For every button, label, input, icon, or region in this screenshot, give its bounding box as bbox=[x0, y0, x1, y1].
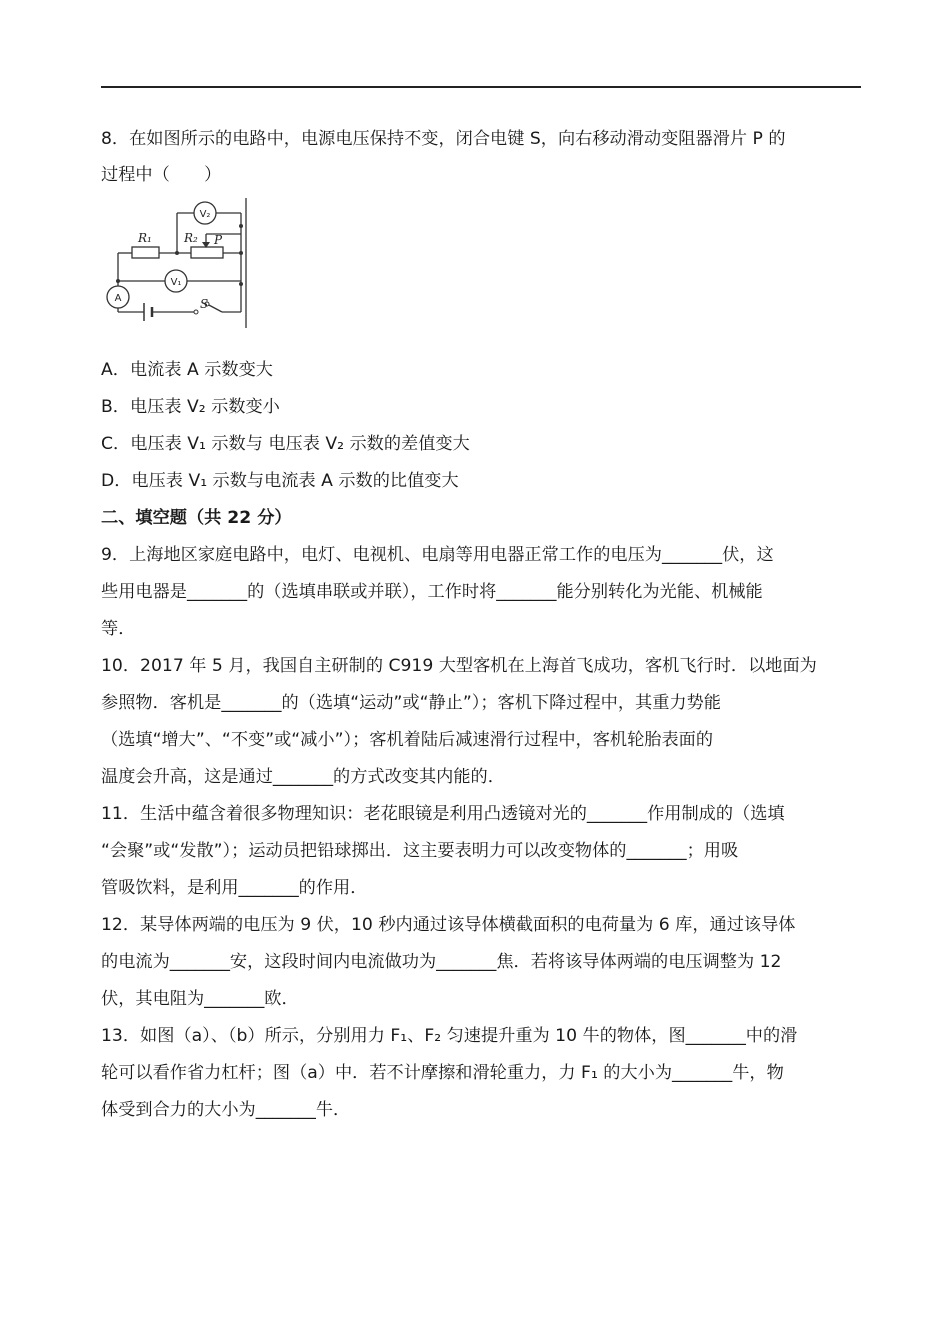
q9-line-2: 些用电器是_______的（选填串联或并联），工作时将_______能分别转化为光能、机械能 bbox=[101, 582, 763, 602]
r2-rheostat bbox=[191, 247, 223, 258]
q12-line-1: 12．某导体两端的电压为 9 伏，10 秒内通过该导体横截面积的电荷量为 6 库，通过该导体 bbox=[101, 915, 796, 935]
circuit-diagram bbox=[100, 196, 252, 330]
q9-line-1: 9．上海地区家庭电路中，电灯、电视机、电扇等用电器正常工作的电压为_______伏，这 bbox=[101, 545, 774, 565]
q8-option-a: A．电流表 A 示数变大 bbox=[101, 360, 273, 380]
q9-line-3: 等． bbox=[101, 619, 136, 639]
r1-resistor bbox=[132, 247, 159, 258]
q13-line-1: 13．如图（a）、（b）所示，分别用力 F₁、F₂ 匀速提升重为 10 牛的物体，图_______中的滑 bbox=[101, 1026, 798, 1046]
q8-option-b: B．电压表 V₂ 示数变小 bbox=[101, 397, 280, 417]
r1-label: R₁ bbox=[138, 231, 152, 245]
junction-dot bbox=[116, 279, 120, 283]
v1-label: V₁ bbox=[170, 277, 182, 288]
junction-dot bbox=[175, 251, 179, 255]
q10-line-4: 温度会升高，这是通过_______的方式改变其内能的． bbox=[101, 767, 505, 787]
junction-dot bbox=[239, 251, 243, 255]
q8-option-d: D．电压表 V₁ 示数与电流表 A 示数的比值变大 bbox=[101, 471, 459, 491]
p-label: P bbox=[214, 233, 223, 247]
r2-label: R₂ bbox=[184, 231, 198, 245]
q11-line-2: “会聚”或“发散”）；运动员把铅球掷出．这主要表明力可以改变物体的_______；用吸 bbox=[101, 841, 739, 861]
section-heading: 二、填空题（共 22 分） bbox=[101, 508, 292, 528]
q11-line-3: 管吸饮料，是利用_______的作用． bbox=[101, 878, 368, 898]
q13-line-2: 轮可以看作省力杠杆；图（a）中．若不计摩擦和滑轮重力，力 F₁ 的大小为_______牛，物 bbox=[101, 1063, 784, 1083]
q8-option-c: C．电压表 V₁ 示数与 电压表 V₂ 示数的差值变大 bbox=[101, 434, 470, 454]
q8-stem-line-1: 8．在如图所示的电路中，电源电压保持不变，闭合电键 S，向右移动滑动变阻器滑片 P 的 bbox=[101, 129, 786, 149]
q13-line-3: 体受到合力的大小为_______牛． bbox=[101, 1100, 351, 1120]
q12-line-3: 伏，其电阻为_______欧． bbox=[101, 989, 299, 1009]
q8-stem-line-2: 过程中（ ） bbox=[101, 165, 222, 185]
switch-contact-left bbox=[194, 310, 198, 314]
junction-dot bbox=[239, 224, 243, 228]
s-label: S bbox=[200, 297, 209, 311]
q10-line-2: 参照物．客机是_______的（选填“运动”或“静止”）；客机下降过程中，其重力势能 bbox=[101, 693, 721, 713]
q10-line-1: 10．2017 年 5 月，我国自主研制的 C919 大型客机在上海首飞成功，客机飞行时．以地面为 bbox=[101, 656, 817, 676]
v2-label: V₂ bbox=[199, 209, 211, 220]
header-rule bbox=[101, 86, 861, 88]
q10-line-3: （选填“增大”、“不变”或“减小”）；客机着陆后减速滑行过程中，客机轮胎表面的 bbox=[101, 730, 714, 750]
q11-line-1: 11．生活中蕴含着很多物理知识：老花眼镜是利用凸透镜对光的_______作用制成的（选填 bbox=[101, 804, 785, 824]
junction-dot bbox=[239, 282, 243, 286]
a-label: A bbox=[114, 293, 122, 304]
q12-line-2: 的电流为_______安，这段时间内电流做功为_______焦．若将该导体两端的电压调整为 12 bbox=[101, 952, 782, 972]
